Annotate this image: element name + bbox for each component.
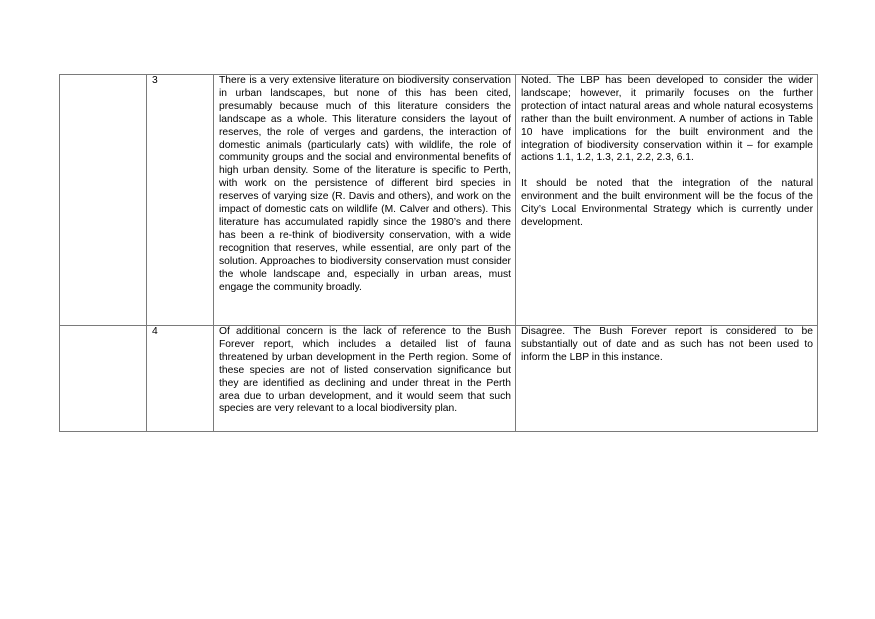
submission-number: 4 (147, 326, 214, 432)
submissions-table (59, 74, 818, 432)
response-paragraph: Noted. The LBP has been developed to consider the wider landscape; however, it primarily focuses on the further protection of intact natural areas and whole natural ecosystems rather than the built environment. A number of actions in Table 10 have implications for the built environment and the integration of biodiversity conservation within it – for example actions 1.1, 1.2, 1.3, 2.1, 2.2, 2.3, 6.1. (521, 75, 813, 164)
response-paragraph: It should be noted that the integration of the natural environment and the built environment will be the focus of the City’s Local Environmental Strategy which is currently under development. (521, 178, 813, 228)
response-paragraph: Disagree. The Bush Forever report is considered to be substantially out of date and as such has not been used to inform the LBP in this instance. (521, 326, 813, 363)
submission-number: 3 (147, 75, 214, 326)
submission-text: There is a very extensive literature on biodiversity conservation in urban landscapes, but none of this has been cited, presumably because much of this literature considers the landscape as a whole. This literature considers the layout of reserves, the role of verges and gardens, the interaction of domestic animals (particularly cats) with wildlife, the role of community groups and the social and environmental benefits of high urban density. Some of the literature is specific to Perth, with work on the persistence of different bird species in reserves of varying size (R. Davis and others), and work on the impact of domestic cats on wildlife (M. Calver and others). This literature has accumulated rapidly since the 1980’s and there has been a re-think of biodiversity conservation, with a wide recognition that reserves, while essential, are only part of the solution. Approaches to biodiversity conservation must consider the whole landscape and, especially in urban areas, must engage the community broadly. (214, 75, 516, 326)
response-cell (516, 75, 818, 326)
blank-cell (60, 75, 147, 326)
table-row (60, 326, 818, 432)
blank-cell (60, 326, 147, 432)
response-cell (516, 326, 818, 432)
submission-text: Of additional concern is the lack of reference to the Bush Forever report, which includes a detailed list of fauna threatened by urban development in the Perth region. Some of these species are not of listed conservation significance but they are identified as declining and under threat in the Perth area due to urban development, and it would seem that such species are very relevant to a local biodiversity plan. (214, 326, 516, 432)
table-row (60, 75, 818, 326)
